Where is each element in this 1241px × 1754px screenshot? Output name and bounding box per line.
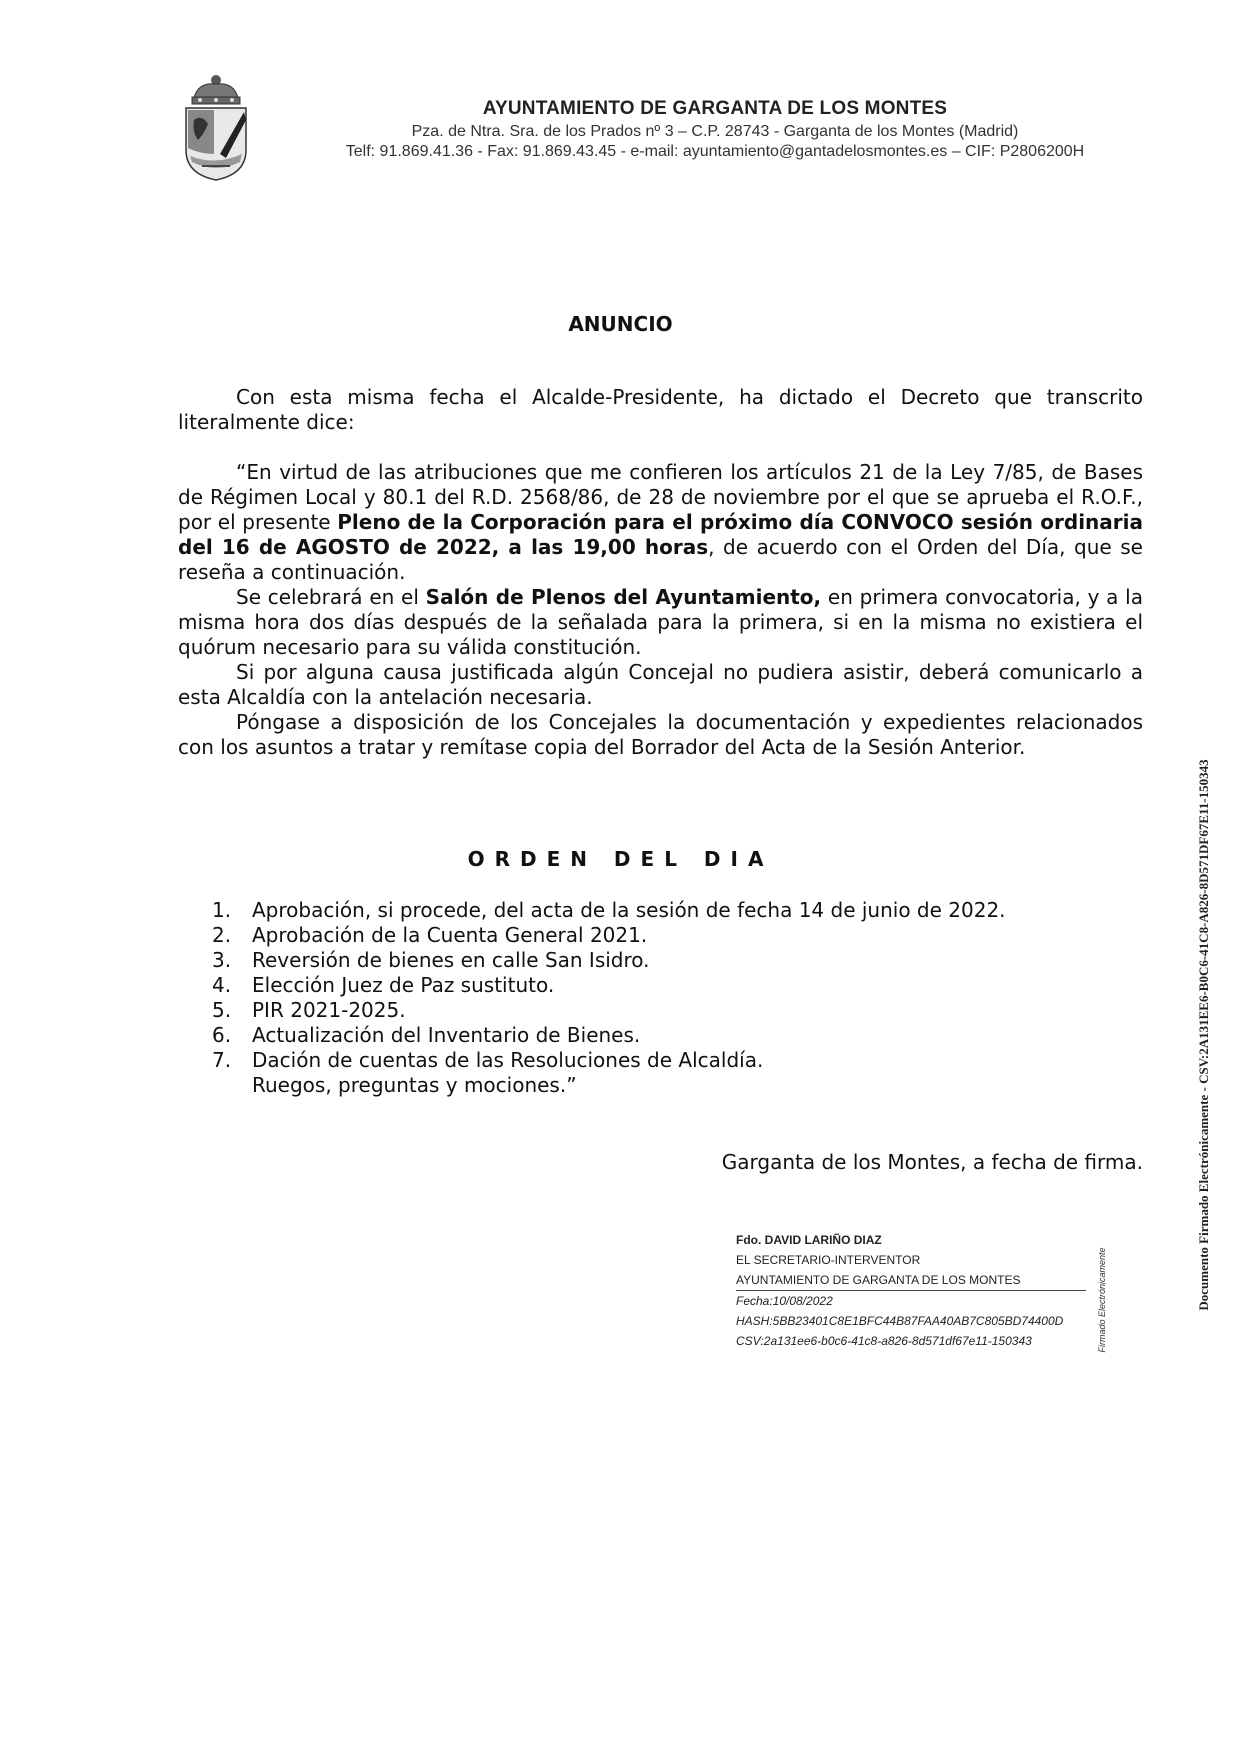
organization-address: Pza. de Ntra. Sra. de los Prados nº 3 – C.P. 28743 - Garganta de los Montes (Madrid) [411, 123, 1019, 140]
agenda-text: Elección Juez de Paz sustituto. [252, 973, 555, 997]
decree-text: en primera convocatoria, y a la misma hora dos días después de la señalada para la primera, si en la misma no existiera el quórum necesario para su válida constitución. [178, 585, 1143, 659]
agenda-text: Actualización del Inventario de Bienes. [252, 1023, 641, 1047]
decree-highlight: Salón de Plenos del Ayuntamiento, [425, 585, 822, 609]
agenda-number: 6. [212, 1023, 232, 1047]
agenda-text: Reversión de bienes en calle San Isidro. [252, 948, 650, 972]
list-item [212, 1023, 1132, 1048]
list-item [212, 898, 1132, 923]
signer-name: Fdo. DAVID LARIÑO DIAZ [736, 1233, 882, 1247]
decree-text: , de acuerdo con el Orden del Día, que se reseña a continuación. [178, 535, 1143, 584]
decree-paragraph-1 [178, 460, 1143, 585]
signature-block [736, 1230, 1086, 1351]
agenda-number: 1. [212, 898, 232, 922]
decree-text: Se celebrará en el [236, 585, 426, 609]
decree-text: “En virtud de las atribuciones que me confieren los artículos 21 de la Ley 7/85, de Bases de Régimen Local y 80.1 del R.D. 2568/86, de 28 de noviembre por el que se aprueba el R.O.F., por el presente [178, 460, 1143, 534]
agenda-text: PIR 2021-2025. [252, 998, 406, 1022]
coat-of-arms-icon [180, 70, 252, 182]
electronic-signature-stamp [1195, 720, 1213, 1350]
letterhead [275, 98, 1155, 161]
list-item [212, 998, 1132, 1023]
stamp-text: Documento Firmado Electrónicamente - CSV:2A131EE6-B0C6-41C8-A826-8D571DF67E11-150343 [1196, 759, 1211, 1311]
organization-contact: Telf: 91.869.41.36 - Fax: 91.869.43.45 - e-mail: ayuntamiento@gantadelosmontes.es – CIF: P2806200H [345, 143, 1085, 160]
agenda-closing: Ruegos, preguntas y mociones.” [252, 1073, 577, 1097]
signature-side-text: Firmado Electrónicamente [1097, 1247, 1107, 1353]
signature-date: Fecha:10/08/2022 [736, 1294, 833, 1308]
signature-side-label [1096, 1244, 1108, 1356]
agenda-text: Aprobación, si procede, del acta de la sesión de fecha 14 de junio de 2022. [252, 898, 1006, 922]
document-title: ANUNCIO [568, 312, 673, 336]
agenda-title: ORDEN DEL DIA [467, 847, 774, 871]
signature-hash: HASH:5BB23401C8E1BFC44B87FAA40AB7C805BD74400D [736, 1314, 1064, 1328]
agenda-number: 5. [212, 998, 232, 1022]
agenda-number: 7. [212, 1048, 232, 1072]
agenda-list [212, 898, 1132, 1098]
agenda-number: 4. [212, 973, 232, 997]
list-item [212, 923, 1132, 948]
document-body [178, 385, 1143, 760]
intro-paragraph: Con esta misma fecha el Alcalde-Presidente, ha dictado el Decreto que transcrito literalmente dice: [178, 385, 1143, 434]
decree-paragraph-3: Si por alguna causa justificada algún Concejal no pudiera asistir, deberá comunicarlo a esta Alcaldía con la antelación necesaria. [178, 660, 1143, 709]
signer-organization: AYUNTAMIENTO DE GARGANTA DE LOS MONTES [736, 1270, 1086, 1291]
decree-highlight: Pleno de la Corporación para el próximo día CONVOCO sesión ordinaria del 16 de AGOSTO de 2022, a las 19,00 horas [178, 510, 1143, 559]
agenda-number: 3. [212, 948, 232, 972]
signature-csv: CSV:2a131ee6-b0c6-41c8-a826-8d571df67e11-150343 [736, 1334, 1032, 1348]
agenda-number: 2. [212, 923, 232, 947]
decree-paragraph-2 [178, 585, 1143, 660]
decree-paragraph-4: Póngase a disposición de los Concejales la documentación y expedientes relacionados con los asuntos a tratar y remítase copia del Borrador del Acta de la Sesión Anterior. [178, 710, 1143, 759]
list-item [212, 1048, 1132, 1073]
list-item [212, 948, 1132, 973]
agenda-text: Dación de cuentas de las Resoluciones de Alcaldía. [252, 1048, 764, 1072]
list-item [212, 973, 1132, 998]
agenda-text: Aprobación de la Cuenta General 2021. [252, 923, 648, 947]
signer-role: EL SECRETARIO-INTERVENTOR [736, 1253, 921, 1267]
organization-name: AYUNTAMIENTO DE GARGANTA DE LOS MONTES [482, 98, 948, 119]
place-date: Garganta de los Montes, a fecha de firma. [721, 1150, 1143, 1174]
